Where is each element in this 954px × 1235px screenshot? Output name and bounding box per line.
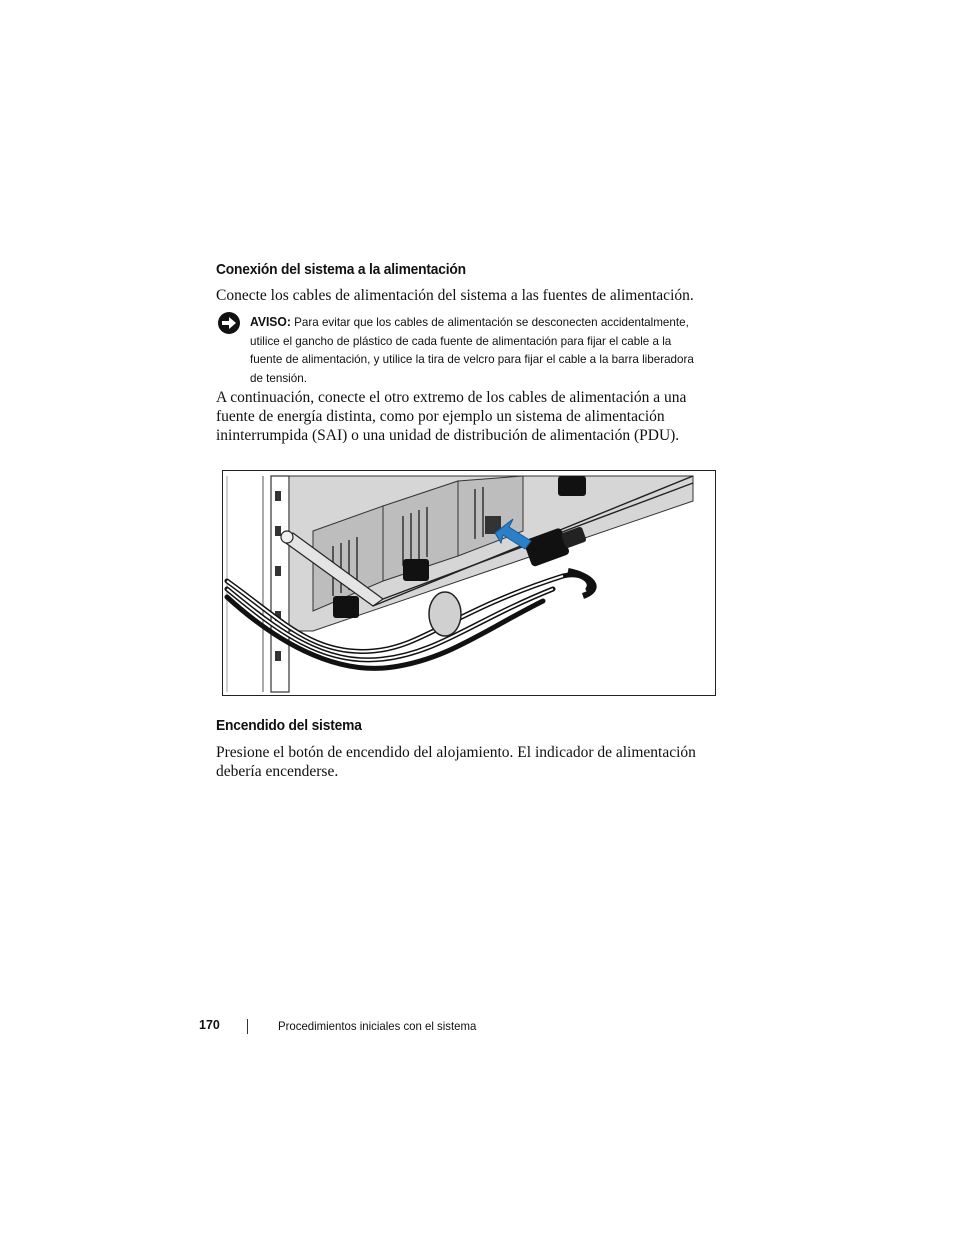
notice-block	[250, 313, 702, 387]
notice-label: AVISO:	[250, 315, 291, 329]
illustration-drawing	[223, 471, 716, 696]
intro-paragraph: Conecte los cables de alimentación del sistema a las fuentes de alimentación.	[216, 287, 694, 304]
section-heading-power-connection: Conexión del sistema a la alimentación	[216, 261, 466, 278]
connection-paragraph: A continuación, conecte el otro extremo de los cables de alimentación a una fuente de energía distinta, como por ejemplo un sistema de alimentación ininterrumpida (SAI) o una unidad de distribución de alimentación (PDU).	[216, 389, 687, 444]
section-heading-power-on: Encendido del sistema	[216, 717, 362, 734]
page-number: 170	[199, 1018, 220, 1032]
footer-separator	[247, 1019, 248, 1034]
power-on-paragraph: Presione el botón de encendido del alojamiento. El indicador de alimentación debería encenderse.	[216, 744, 696, 780]
power-cable-illustration	[222, 470, 716, 696]
footer-chapter-title: Procedimientos iniciales con el sistema	[278, 1019, 477, 1033]
notice-text: Para evitar que los cables de alimentación se desconecten accidentalmente, utilice el gancho de plástico de cada fuente de alimentación para fijar el cable a la fuente de alimentación, y utilice la tira de velcro para fijar el cable a la barra liberadora de tensión.	[250, 315, 694, 385]
notice-arrow-icon	[217, 311, 241, 335]
